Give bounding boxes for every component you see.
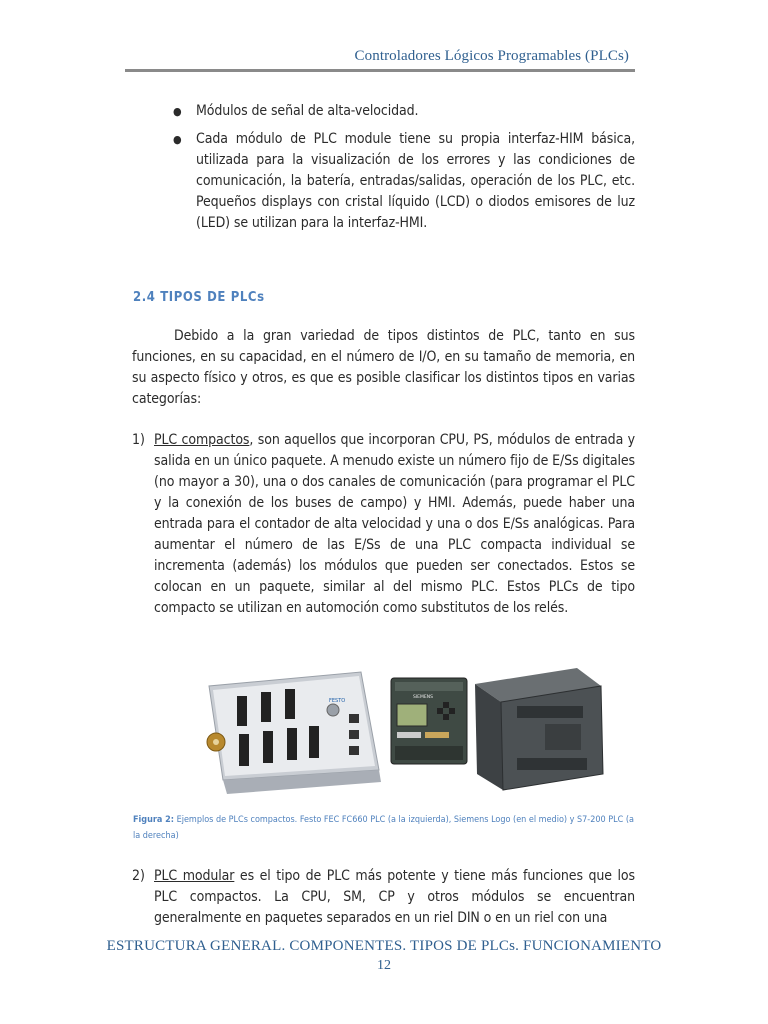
list-item-compactos <box>154 430 635 619</box>
page-number: 12 <box>377 958 391 973</box>
siemens-logo-plc-image <box>391 678 467 764</box>
festo-fec-plc-image <box>207 672 381 794</box>
section-intro: Debido a la gran variedad de tipos distintos de PLC, tanto en sus funciones, en su capacidad, en el número de I/O, en su tamaño de memoria, en su aspecto físico y otros, es que es posible clasificar los distintos tipos en varias categorías: <box>132 328 635 407</box>
item-text: es el tipo de PLC más potente y tiene más funciones que los PLC compactos. La CPU, SM, CP y otros módulos se encuentran generalmente en paquetes separados en un riel DIN o en un riel con una <box>154 868 635 926</box>
bullet-item-2: Cada módulo de PLC module tiene su propia interfaz-HIM básica, utilizada para la visualización de los errores y las condiciones de comunicación, la batería, entradas/salidas, operación de los PLC, etc. Pequeños displays con cristal líquido (LCD) o diodos emisores de luz (LED) se utilizan para la interfaz-HMI. <box>196 131 635 231</box>
caption-text: Ejemplos de PLCs compactos. Festo FEC FC660 PLC (a la izquierda), Siemens Logo (en el medio) y S7-200 PLC (a la derecha) <box>133 815 634 841</box>
header-title: Controladores Lógicos Programables (PLCs) <box>354 48 629 64</box>
s7-200-plc-image <box>475 668 603 790</box>
bullet-dot: ● <box>173 133 182 146</box>
item-text: , son aquellos que incorporan CPU, PS, módulos de entrada y salida en un único paquete. A menudo existe un número fijo de E/Ss digitales (no mayor a 30), una o dos canales de comunicación (para programar el PLC y la conexión de los buses de campo) y HMI. Además, puede haber una entrada para el contador de alta velocidad y una o dos E/Ss analógicas. Para aumentar el número de las E/Ss de una PLC compacta individual se incrementa (además) los módulos que pueden ser conectados. Estos se colocan en un paquete, similar al del mismo PLC. Estos PLCs de tipo compacto se utilizan en automoción como substitutos de los relés. <box>154 432 635 616</box>
footer-title: ESTRUCTURA GENERAL. COMPONENTES. TIPOS DE PLCs. FUNCIONAMIENTO <box>106 938 662 954</box>
list-item-modular <box>154 866 635 929</box>
section-heading: 2.4 TIPOS DE PLCs <box>133 290 265 305</box>
term-plc-compactos: PLC compactos <box>154 432 250 448</box>
list-number-1: 1) <box>132 432 145 448</box>
bullet-dot: ● <box>173 105 182 118</box>
bullet-item-1: Módulos de señal de alta-velocidad. <box>196 103 419 119</box>
siemens-brand-text: SIEMENS <box>413 695 433 700</box>
header-rule <box>125 69 635 72</box>
festo-brand-text: FESTO <box>329 698 346 704</box>
list-number-2: 2) <box>132 868 145 884</box>
figure-compact-plcs <box>205 662 615 798</box>
caption-label: Figura 2: <box>133 815 175 825</box>
term-plc-modular: PLC modular <box>154 868 235 884</box>
figure-caption <box>133 812 638 844</box>
